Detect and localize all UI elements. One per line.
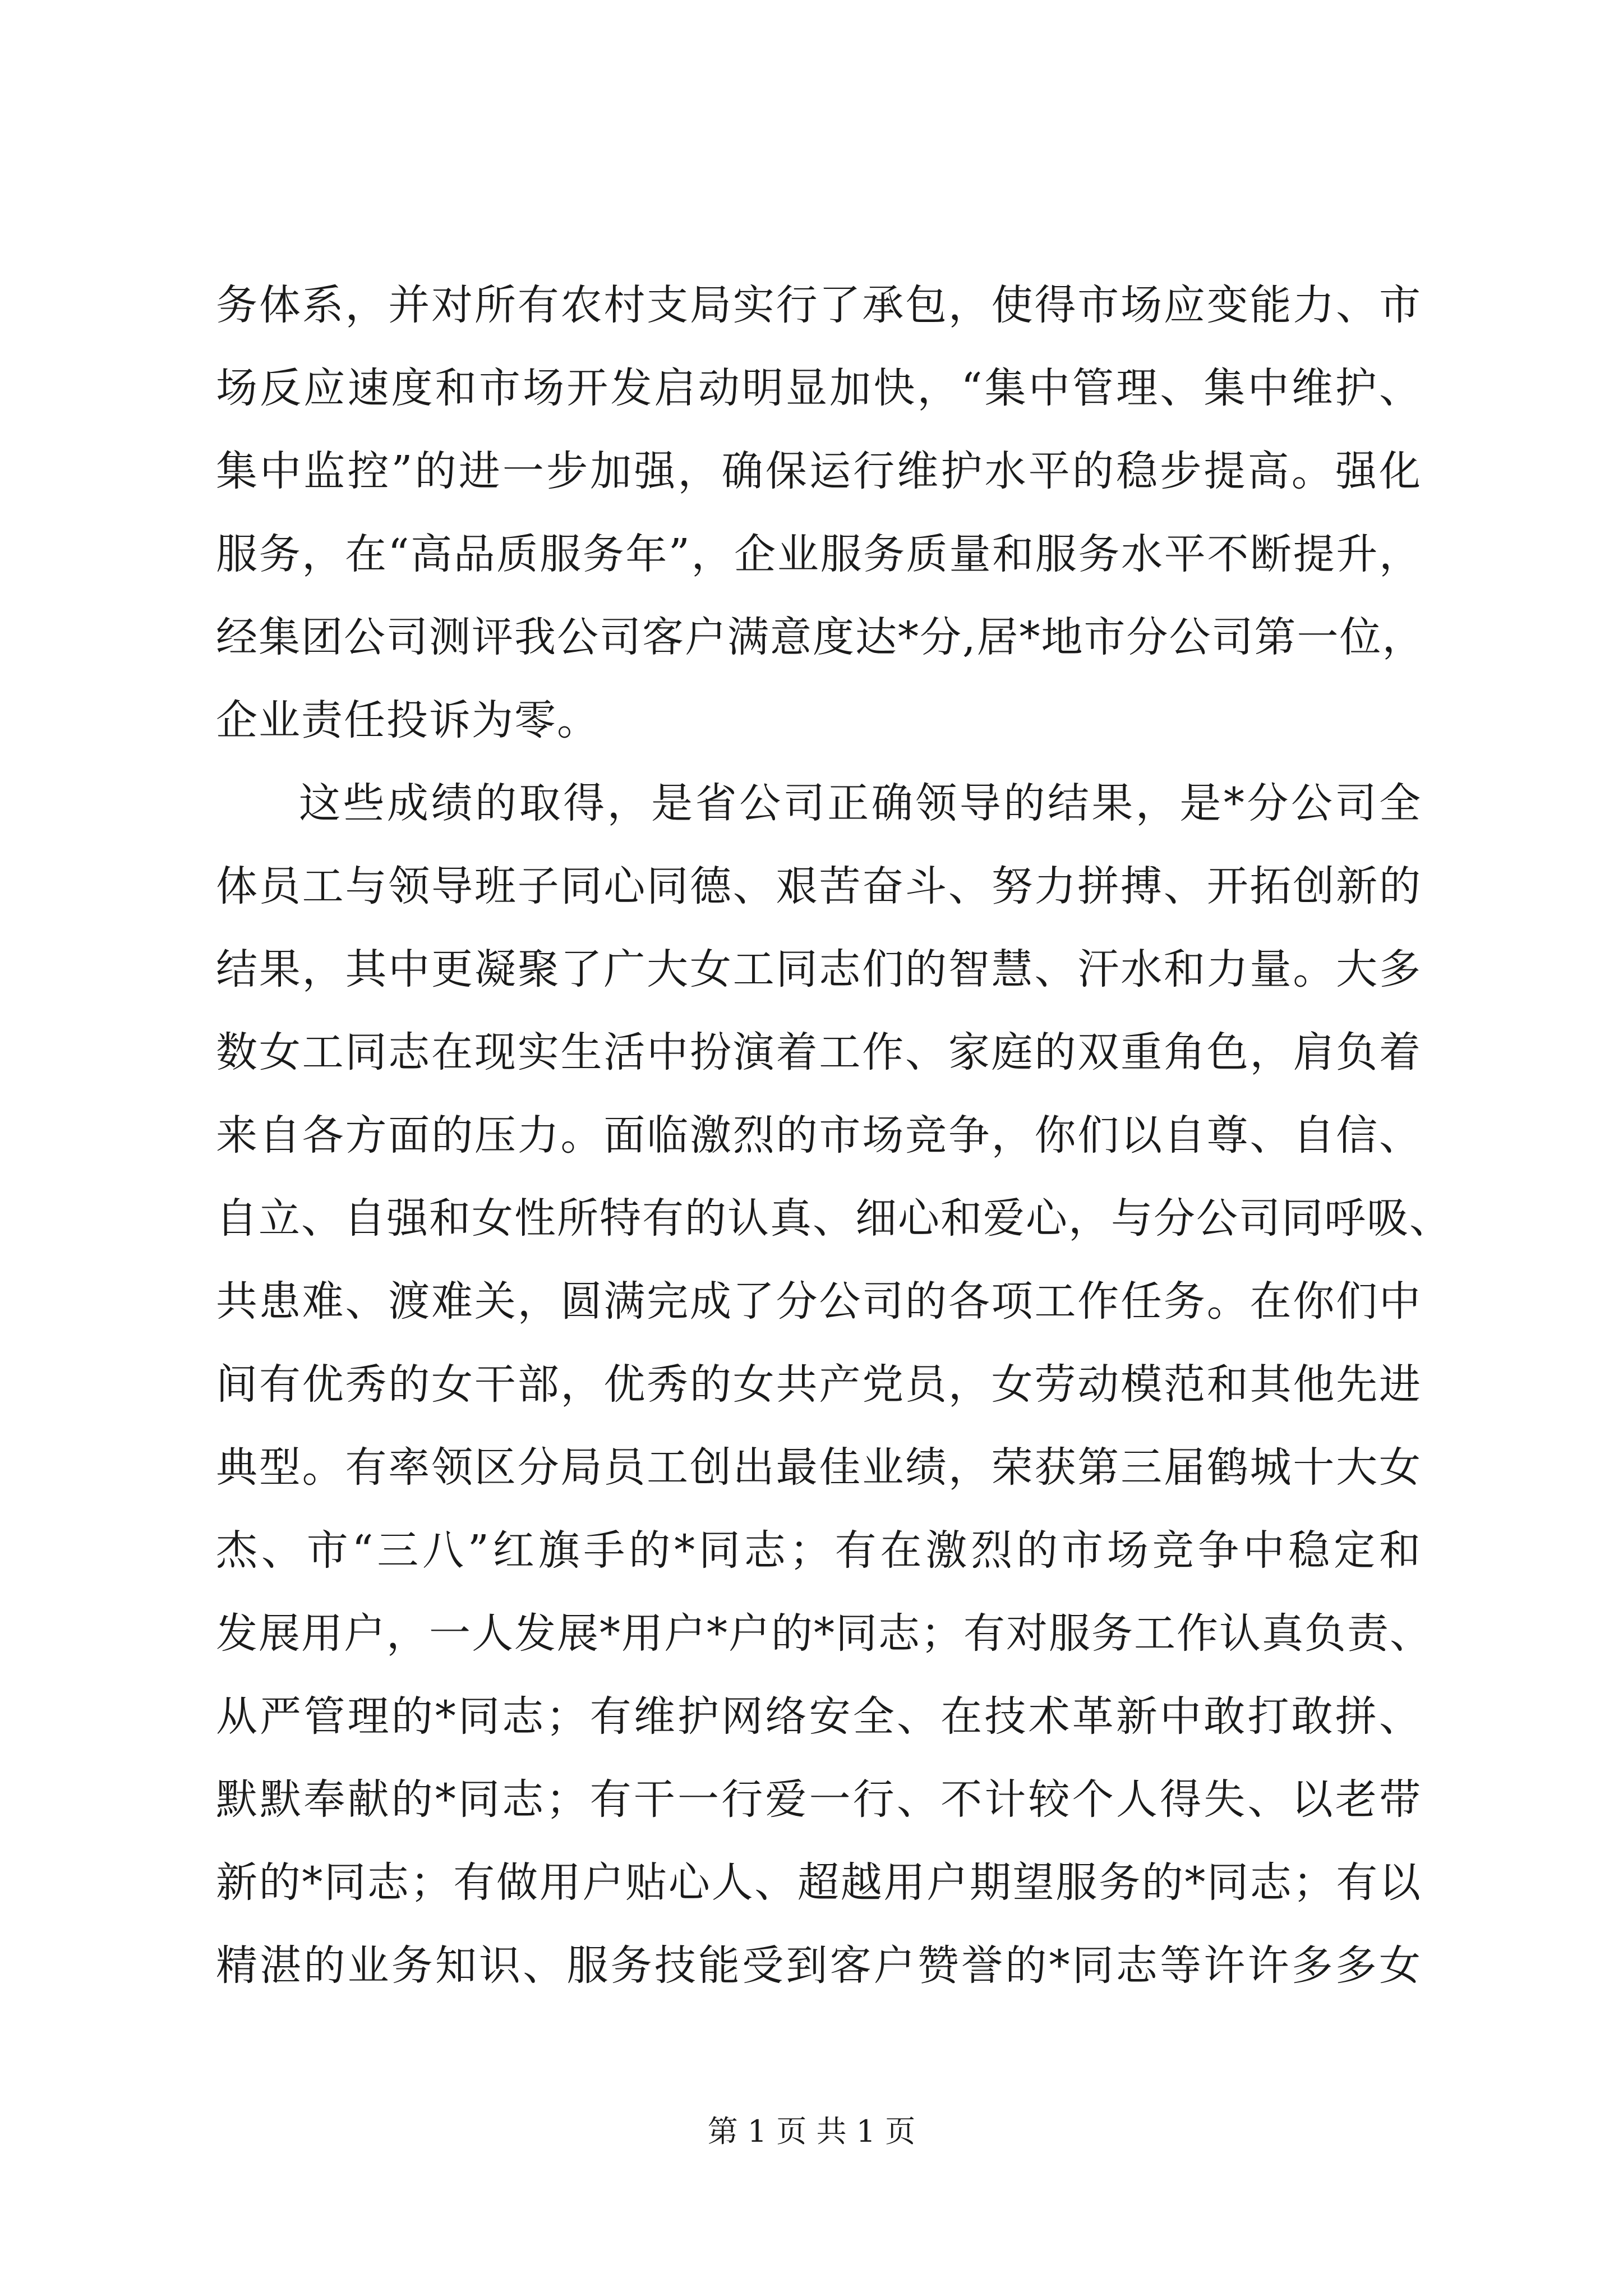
text-line: 间有优秀的女干部，优秀的女共产党员，女劳动模范和其他先进 [216,1360,1422,1409]
text-line: 从严管理的*同志；有维护网络安全、在技术革新中敢打敢拼、 [216,1692,1422,1741]
text-line: 体员工与领导班子同心同德、艰苦奋斗、努力拼搏、开拓创新的 [216,862,1422,910]
text-line: 共患难、渡难关，圆满完成了分公司的各项工作任务。在你们中 [216,1277,1422,1326]
paragraph-1 [216,264,1425,762]
text-line: 经集团公司测评我公司客户满意度达*分,居*地市分公司第一位， [216,613,1425,661]
text-line: 新的*同志；有做用户贴心人、超越用户期望服务的*同志；有以 [216,1858,1422,1907]
document-body [216,264,1452,2007]
text-line: 结果，其中更凝聚了广大女工同志们的智慧、汗水和力量。大多 [216,945,1422,993]
text-line: 数女工同志在现实生活中扮演着工作、家庭的双重角色，肩负着 [216,1028,1422,1076]
text-line: 典型。有率领区分局员工创出最佳业绩，荣获第三届鹤城十大女 [216,1443,1422,1492]
text-line: 发展用户，一人发展*用户*户的*同志；有对服务工作认真负责、 [216,1609,1432,1658]
text-line: 集中监控”的进一步加强，确保运行维护水平的稳步提高。强化 [216,447,1422,495]
text-line: 默默奉献的*同志；有干一行爱一行、不计较个人得失、以老带 [216,1775,1422,1824]
text-line: 自立、自强和女性所特有的认真、细心和爱心，与分公司同呼吸、 [216,1194,1452,1243]
text-line: 务体系，并对所有农村支局实行了承包，使得市场应变能力、市 [216,281,1422,329]
text-line: 来自各方面的压力。面临激烈的市场竞争，你们以自尊、自信、 [216,1111,1422,1159]
text-line: 企业责任投诉为零。 [216,696,600,744]
text-line: 场反应速度和市场开发启动明显加快，“集中管理、集中维护、 [216,364,1422,412]
text-line: 服务，在“高品质服务年”，企业服务质量和服务水平不断提升， [216,530,1422,578]
text-line: 这些成绩的取得，是省公司正确领导的结果，是*分公司全 [299,779,1422,827]
paragraph-2 [216,762,1452,2007]
page-footer: 第 1 页 共 1 页 [707,2114,916,2149]
text-line: 杰、市“三八”红旗手的*同志；有在激烈的市场竞争中稳定和 [216,1526,1422,1575]
text-line: 精湛的业务知识、服务技能受到客户赞誉的*同志等许许多多女 [216,1941,1422,1990]
